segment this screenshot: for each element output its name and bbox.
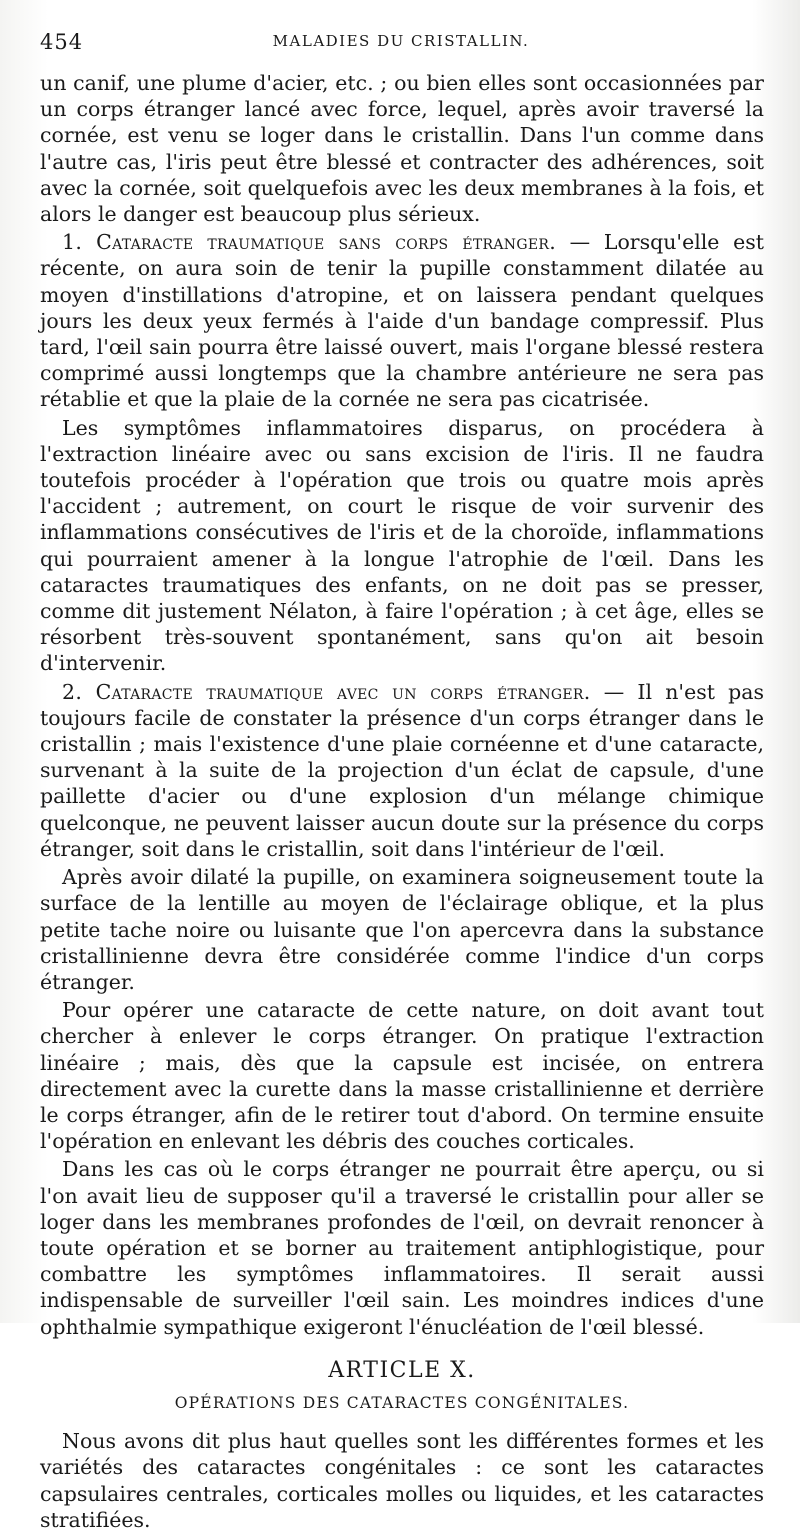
- paragraph-text: — Il n'est pas toujours facile de constater la présence d'un corps étranger dans le cristallin ; mais l'existence d'une plaie cornéenne et d'une cataracte, survenant à la suite de la projection d'un éclat de capsule, d'une paillette d'acier ou d'une explosion d'un mélange chimique quelconque, ne peuvent laisser aucun doute sur la présence du corps étranger, soit dans le cristallin, soit dans l'intérieur de l'œil.: [40, 679, 764, 861]
- paragraph: [40, 997, 764, 1154]
- paragraph-traumatic-without-body: [40, 229, 764, 412]
- paragraph-text: Après avoir dilaté la pupille, on examinera soigneusement toute la surface de la lentille au moyen de l'éclairage oblique, et la plus petite tache noire ou luisante que l'on apercevra dans la substance cristallinienne devra être considérée comme l'indice d'un corps étranger.: [40, 865, 764, 994]
- body-text: [40, 70, 764, 1533]
- section-heading: 1. Cataracte traumatique sans corps étranger.: [62, 230, 557, 255]
- running-title: MALADIES DU CRISTALLIN.: [272, 32, 530, 50]
- paragraph-text: — Lorsqu'elle est récente, on aura soin de tenir la pupille constamment dilatée au moyen d'instillations d'atropine, et on laissera pendant quelques jours les deux yeux fermés à l'aide d'un bandage compressif. Plus tard, l'œil sain pourra être laissé ouvert, mais l'organe blessé restera comprimé aussi longtemps que la chambre antérieure ne sera pas rétablie et que la plaie de la cornée ne sera pas cicatrisée.: [40, 230, 764, 412]
- paragraph-traumatic-with-body: [40, 679, 764, 862]
- paragraph-text: Pour opérer une cataracte de cette nature, on doit avant tout chercher à enlever le corps étranger. On pratique l'extraction linéaire ; mais, dès que la capsule est incisée, on entrera directement avec la curette dans la masse cristallinienne et derrière le corps étranger, afin de le retirer tout d'abord. On termine ensuite l'opération en enlevant les débris des couches corticales.: [40, 998, 764, 1154]
- paragraph: [40, 1156, 764, 1339]
- section-heading: 2. Cataracte traumatique avec un corps étranger.: [62, 679, 591, 704]
- article-title: ARTICLE X.: [328, 1357, 476, 1383]
- paragraph-text: Les symptômes inflammatoires disparus, on procédera à l'extraction linéaire avec ou sans excision de l'iris. Il ne faudra toutefois procéder à l'opération que trois ou quatre mois après l'accident ; autrement, on court le risque de voir survenir des inflammations consécutives de l'iris et de la choroïde, inflammations qui pourraient amener à la longue l'atrophie de l'œil. Dans les cataractes traumatiques des enfants, on ne doit pas se presser, comme dit justement Nélaton, à faire l'opération ; à cet âge, elles se résorbent très-souvent spontanément, sans qu'on ait besoin d'intervenir.: [40, 415, 764, 676]
- paragraph-text: Nous avons dit plus haut quelles sont les différentes formes et les variétés des cataractes congénitales : ce sont les cataractes capsulaires centrales, corticales molles ou liquides, et les cataractes stratifiées.: [40, 1429, 764, 1532]
- paragraph: [40, 864, 764, 995]
- page-header: [40, 30, 762, 56]
- paragraph: [40, 1428, 764, 1533]
- page-number: 454: [40, 30, 84, 54]
- paragraph: [40, 415, 764, 677]
- paragraph-text: un canif, une plume d'acier, etc. ; ou bien elles sont occasionnées par un corps étranger lancé avec force, lequel, après avoir traversé la cornée, est venu se loger dans le cristallin. Dans l'un comme dans l'autre cas, l'iris peut être blessé et contracter des adhérences, soit avec la cornée, soit quelquefois avec les deux membranes à la fois, et alors le danger est beaucoup plus sérieux.: [40, 71, 764, 227]
- paragraph-text: Dans les cas où le corps étranger ne pourrait être aperçu, ou si l'on avait lieu de supposer qu'il a traversé le cristallin pour aller se loger dans les membranes profondes de l'œil, on devrait renoncer à toute opération et se borner au traitement antiphlogistique, pour combattre les symptômes inflammatoires. Il serait aussi indispensable de surveiller l'œil sain. Les moindres indices d'une ophthalmie sympathique exigeront l'énucléation de l'œil blessé.: [40, 1157, 764, 1339]
- article-subtitle: OPÉRATIONS DES CATARACTES CONGÉNITALES.: [174, 1393, 630, 1412]
- paragraph: [40, 70, 764, 227]
